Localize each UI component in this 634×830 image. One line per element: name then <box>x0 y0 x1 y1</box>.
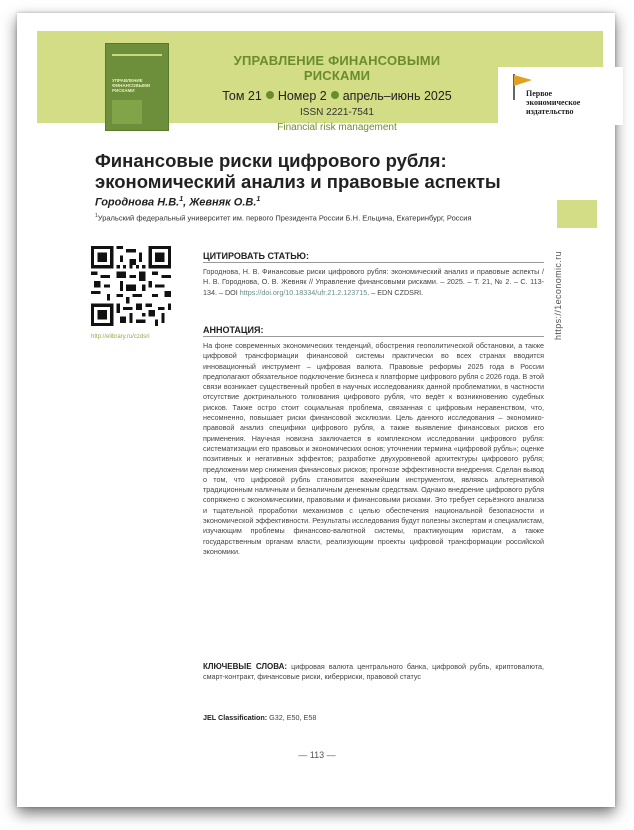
keywords-label: КЛЮЧЕВЫЕ СЛОВА: <box>203 662 288 671</box>
jel-codes: G32, E50, E58 <box>267 713 317 722</box>
publisher-name-line: Первое <box>526 89 553 98</box>
doi-link[interactable]: https://doi.org/10.18334/ufr.21.2.123715 <box>239 287 368 297</box>
publisher-name-line: экономическое <box>526 98 581 107</box>
jel-text <box>203 713 544 723</box>
publisher-name-line: издательство <box>526 107 574 116</box>
citation-tail: . – EDN CZDSRI. <box>367 287 424 297</box>
side-accent-tab <box>557 200 597 228</box>
cover-image <box>112 100 142 124</box>
article-title <box>95 150 555 192</box>
journal-title-en: Financial risk management <box>277 122 397 133</box>
article-authors <box>95 196 260 209</box>
journal-title: УПРАВЛЕНИЕ ФИНАНСОВЫМИ РИСКАМИ <box>233 53 441 83</box>
affiliation-text: Уральский федеральный университет им. первого Президента России Б.Н. Ельцина, Екатеринбург, Россия <box>97 213 472 223</box>
journal-masthead <box>201 53 473 133</box>
qr-link[interactable]: http://elibrary.ru/czdsri <box>91 334 150 340</box>
qr-code[interactable] <box>91 246 171 326</box>
abstract-section <box>203 325 544 557</box>
header-band <box>37 31 603 133</box>
citation-heading: ЦИТИРОВАТЬ СТАТЬЮ: <box>203 251 544 263</box>
publisher-name <box>526 89 580 116</box>
affiliation-marker: 1 <box>179 196 184 203</box>
jel-label: JEL Classification: <box>203 713 268 722</box>
issn: ISSN 2221-7541 <box>300 107 374 118</box>
author-name: Городнова Н.В. <box>95 196 180 209</box>
affiliation-marker: 1 <box>95 213 98 219</box>
journal-issue-line <box>201 89 473 103</box>
keywords-section <box>203 662 544 683</box>
article-title-line: экономический анализ и правовые аспекты <box>95 171 501 192</box>
citation-body: Городнова, Н. В. Финансовые риски цифрового рубля: экономический анализ и правовые аспекты / Н. В. Городнова, О. В. Жевняк // Управление финансовыми рисками. – 2025. – Т. 21, № 2. – С. 113-134. – DOI <box>203 267 544 297</box>
abstract-text: На фоне современных экономических тенденций, обострения геополитической обстановки, а также цифровой трансформации финансовой системы практически во всех странах вводится инновационный инструмент – цифровая валюта. Правовые реформы 2025 года в России предполагают обязательное подключение бизнеса к платформе цифрового рубля с 2026 года. В этой связи возникает существенный пробел в научных исследованиях данной проблематики, в частности отсутствие доктринального толкования цифрового рубля, что ведёт к возникновению судебных рисков. Также остро стоит социальная проблема, связанная с цифровым неравенством, что, несомненно, повышает риски финансовой эксклюзии. Цель данного исследования – экономико-правовой анализ специфики цифрового рубля, а также выявление финансовых рисков его применения. Научная новизна заключается в комплексном исследовании цифрового рубля: систематизации его правовых и экономических основ; уточнении термина «цифровой рубль»; оценке позитивных и негативных эффектов; разработке двухуровневой архитектуры цифрового рубля; предложении мер снижения финансовых рисков; прогнозе эффективности внедрения. Сделан вывод о том, что цифровой рубль становится важнейшим инструментом, являясь альтернативой традиционным наличным и безналичным денежным средствам. Однако внедрение цифрового рубля сопряжено с экономическими, правовыми и финансовыми рисками. Это требует серьёзного анализа и тщательной проработки механизмов с целью обеспечения национальной безопасности и экономической эффективности. Результаты исследования будут полезны экспертам и специалистам, изучающим проблемы финансово-валютной системы, практикующим юристам, а также государственным органам власти, реализующим проекты цифровой трансформации российской экономики. <box>203 341 544 556</box>
citation-section <box>203 251 544 298</box>
keywords-list: цифровая валюта центрального банка, цифровой рубль, криптовалюта, смарт-контракт, финансовые риски, киберриски, правовой статус <box>203 662 544 682</box>
cover-title: УПРАВЛЕНИЕ ФИНАНСОВЫМИ РИСКАМИ <box>112 78 151 93</box>
abstract-heading: АННОТАЦИЯ: <box>203 325 544 337</box>
citation-text <box>203 267 544 298</box>
keywords-text <box>203 662 544 683</box>
cover-decoration <box>112 54 162 56</box>
volume: Том 21 <box>222 89 262 103</box>
article-title-line: Финансовые риски цифрового рубля: <box>95 150 447 171</box>
publisher-logo <box>498 67 623 125</box>
bullet-icon <box>331 91 339 99</box>
author-name: , Жевняк О.В. <box>183 196 257 209</box>
bullet-icon <box>266 91 274 99</box>
issue-period: апрель–июнь 2025 <box>342 89 452 103</box>
affiliation-marker: 1 <box>256 196 261 203</box>
affiliation <box>95 213 472 223</box>
side-website-url[interactable]: https://1economic.ru <box>553 250 563 340</box>
issue-number: Номер 2 <box>277 89 327 103</box>
journal-cover-thumbnail <box>105 43 169 131</box>
page-number: — 113 — <box>298 750 336 760</box>
jel-section <box>203 713 544 723</box>
